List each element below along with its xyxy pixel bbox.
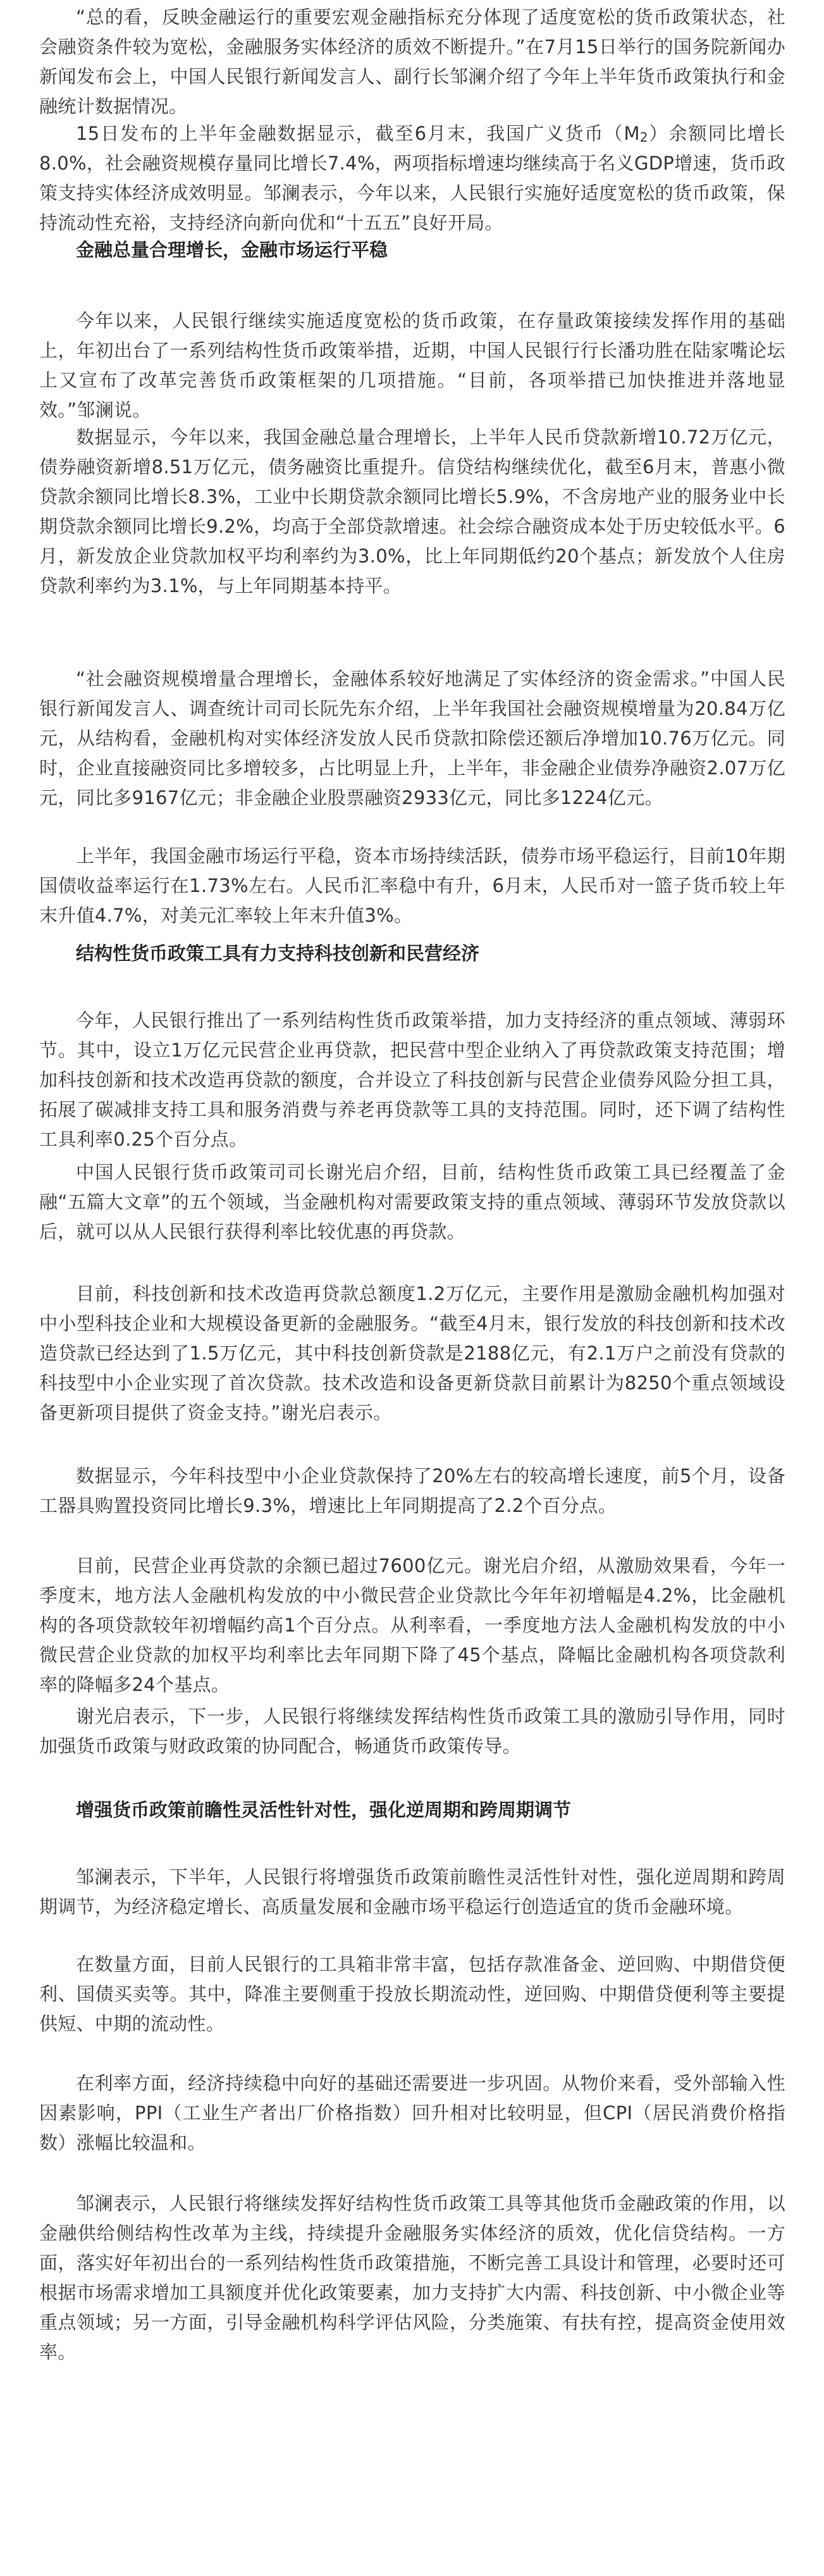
paragraph-text: ）余额同比增长8.0%，社会融资规模存量同比增长7.4%，两项指标增速均继续高于名义GDP增速，货币政策支持实体经济成效明显。邹澜表示，今年以来，人民银行实施好适度宽松的货币政策，保持流动性充裕，支持经济向新向优和“十五五”良好开局。 xyxy=(39,123,785,233)
paragraph-text: 15日发布的上半年金融数据显示，截至6月末，我国广义货币（M xyxy=(76,123,640,144)
paragraph: 中国人民银行货币政策司司长谢光启介绍，目前，结构性货币政策工具已经覆盖了金融“五篇大文章”的五个领域，当金融机构对需要政策支持的重点领域、薄弱环节发放贷款以后，就可以从人民银行获得利率比较优惠的再贷款。 xyxy=(39,1161,785,1242)
paragraph: 邹澜表示，人民银行将继续发挥好结构性货币政策工具等其他货币金融政策的作用，以金融供给侧结构性改革为主线，持续提升金融服务实体经济的质效，优化信贷结构。一方面，落实好年初出台的一系列结构性货币政策措施，不断完善工具设计和管理，必要时还可根据市场需求增加工具额度并优化政策要素，加力支持扩大内需、科技创新、中小微企业等重点领域；另一方面，引导金融机构科学评估风险，分类施策、有扶有控，提高资金使用效率。 xyxy=(39,2193,785,2363)
paragraph: 邹澜表示，下半年，人民银行将增强货币政策前瞻性灵活性针对性，强化逆周期和跨周期调节，为经济稳定增长、高质量发展和金融市场平稳运行创造适宜的货币金融环境。 xyxy=(39,1866,785,1917)
subscript: 2 xyxy=(639,130,648,145)
section-heading: 结构性货币政策工具有力支持科技创新和民营经济 xyxy=(76,943,480,964)
paragraph: 数据显示，今年以来，我国金融总量合理增长，上半年人民币贷款新增10.72万亿元，债券融资新增8.51万亿元，债务融资比重提升。信贷结构继续优化，截至6月末，普惠小微贷款余额同比增长8.3%，工业中长期贷款余额同比增长5.9%，不含房地产业的服务业中长期贷款余额同比增长9.2%，均高于全部贷款增速。社会综合融资成本处于历史较低水平。6月，新发放企业贷款加权平均利率约为3.0%，比上年同期低约20个基点；新发放个人住房贷款利率约为3.1%，与上年同期基本持平。 xyxy=(39,426,785,597)
paragraph: 谢光启表示，下一步，人民银行将继续发挥结构性货币政策工具的激励引导作用，同时加强货币政策与财政政策的协同配合，畅通货币政策传导。 xyxy=(39,1706,785,1757)
paragraph: 目前，科技创新和技术改造再贷款总额度1.2万亿元，主要作用是激励金融机构加强对中小型科技企业和大规模设备更新的金融服务。“截至4月末，银行发放的科技创新和技术改造贷款已经达到了1.5万亿元，其中科技创新贷款是2188亿元，有2.1万户之前没有贷款的科技型中小企业实现了首次贷款。技术改造和设备更新贷款目前累计为8250个重点领域设备更新项目提供了资金支持。”谢光启表示。 xyxy=(39,1283,785,1423)
section-heading: 增强货币政策前瞻性灵活性针对性，强化逆周期和跨周期调节 xyxy=(76,1799,572,1821)
paragraph: 上半年，我国金融市场运行平稳，资本市场持续活跃，债券市场平稳运行，目前10年期国债收益率运行在1.73%左右。人民币汇率稳中有升，6月末，人民币对一篮子货币较上年末升值4.7%，对美元汇率较上年末升值3%。 xyxy=(39,845,785,926)
paragraph: 在利率方面，经济持续稳中向好的基础还需要进一步巩固。从物价来看，受外部输入性因素影响，PPI（工业生产者出厂价格指数）回升相对比较明显，但CPI（居民消费价格指数）涨幅比较温和。 xyxy=(39,2072,785,2153)
section-heading: 金融总量合理增长，金融市场运行平稳 xyxy=(76,239,388,261)
paragraph: 今年，人民银行推出了一系列结构性货币政策举措，加力支持经济的重点领域、薄弱环节。其中，设立1万亿元民营企业再贷款，把民营中型企业纳入了再贷款政策支持范围；增加科技创新和技术改造再贷款的额度，合并设立了科技创新与民营企业债券风险分担工具，拓展了碳减排支持工具和服务消费与养老再贷款等工具的支持范围。同时，还下调了结构性工具利率0.25个百分点。 xyxy=(39,1010,785,1150)
paragraph: 今年以来，人民银行继续实施适度宽松的货币政策，在存量政策接续发挥作用的基础上，年初出台了一系列结构性货币政策举措，近期，中国人民银行行长潘功胜在陆家嘴论坛上又宣布了改革完善货币政策框架的几项措施。“目前，各项举措已加快推进并落地显效。”邹澜说。 xyxy=(39,310,785,421)
paragraph: 目前，民营企业再贷款的余额已超过7600亿元。谢光启介绍，从激励效果看，今年一季度末，地方法人金融机构发放的中小微民营企业贷款比今年年初增幅是4.2%，比金融机构的各项贷款较年初增幅约高1个百分点。从利率看，一季度地方法人金融机构发放的中小微民营企业贷款的加权平均利率比去年同期下降了45个基点，降幅比金融机构各项贷款利率的降幅多24个基点。 xyxy=(39,1555,785,1695)
paragraph: “总的看，反映金融运行的重要宏观金融指标充分体现了适度宽松的货币政策状态，社会融资条件较为宽松，金融服务实体经济的质效不断提升。”在7月15日举行的国务院新闻办新闻发布会上，中国人民银行新闻发言人、副行长邹澜介绍了今年上半年货币政策执行和金融统计数据情况。 xyxy=(39,6,785,117)
paragraph: 数据显示，今年科技型中小企业贷款保持了20%左右的较高增长速度，前5个月，设备工器具购置投资同比增长9.3%，增速比上年同期提高了2.2个百分点。 xyxy=(39,1465,785,1516)
paragraph: “社会融资规模增量合理增长，金融体系较好地满足了实体经济的资金需求。”中国人民银行新闻发言人、调查统计司司长阮先东介绍，上半年我国社会融资规模增量为20.84万亿元，从结构看，金融机构对实体经济发放人民币贷款扣除偿还额后净增加10.76万亿元。同时，企业直接融资同比多增较多，占比明显上升，上半年，非金融企业债券净融资2.07万亿元，同比多9167亿元；非金融企业股票融资2933亿元，同比多1224亿元。 xyxy=(39,668,785,808)
paragraph xyxy=(39,119,785,238)
paragraph: 在数量方面，目前人民银行的工具箱非常丰富，包括存款准备金、逆回购、中期借贷便利、国债买卖等。其中，降准主要侧重于投放长期流动性，逆回购、中期借贷便利等主要提供短、中期的流动性。 xyxy=(39,1954,785,2034)
